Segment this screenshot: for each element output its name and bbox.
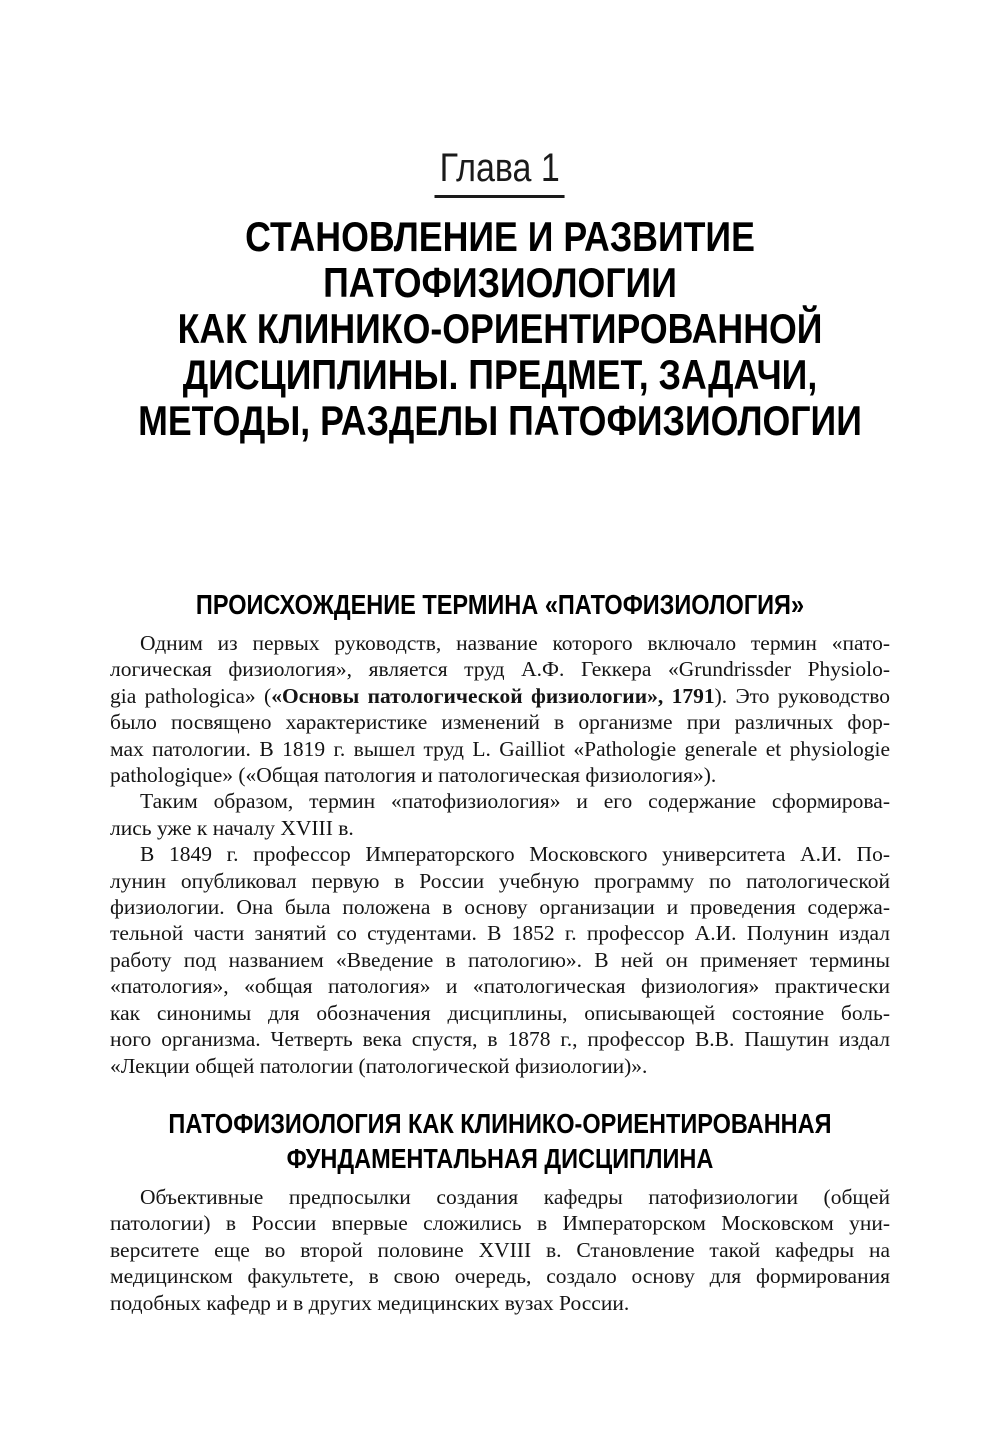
section2-text — [110, 1184, 890, 1316]
paragraph — [110, 841, 890, 1079]
chapter-label-row — [0, 0, 1000, 198]
text-line: «патология», «общая патология» и «патологическая физиология» практически — [110, 974, 890, 999]
text-segment: gia pathologica» ( — [110, 683, 272, 708]
text-segment: ). Это руководство — [714, 683, 890, 708]
text-line: физиологии. Она была положена в основу организации и проведения содержа- — [110, 895, 890, 920]
chapter-title-line: КАК КЛИНИКО-ОРИЕНТИРОВАННОЙ — [177, 305, 823, 352]
text-line: логическая физиология», является труд А.Ф. Геккера «Grundrissder Physiolo- — [110, 657, 890, 682]
chapter-title — [0, 214, 1000, 444]
chapter-title-line: СТАНОВЛЕНИЕ И РАЗВИТИЕ — [245, 213, 755, 260]
section-heading-clinical-discipline — [0, 1106, 1000, 1176]
chapter-title-line: МЕТОДЫ, РАЗДЕЛЫ ПАТОФИЗИОЛОГИИ — [138, 397, 862, 444]
paragraph — [110, 788, 890, 841]
section-heading-line: ПРОИСХОЖДЕНИЕ ТЕРМИНА «ПАТОФИЗИОЛОГИЯ» — [195, 589, 805, 620]
section1-text — [110, 630, 890, 1079]
section-heading-line: ПАТОФИЗИОЛОГИЯ КАК КЛИНИКО-ОРИЕНТИРОВАННАЯ — [168, 1107, 832, 1139]
paragraph — [110, 630, 890, 788]
text-line: «Лекции общей патологии (патологической физиологии)». — [110, 1053, 648, 1078]
section-heading-line: ФУНДАМЕНТАЛЬНАЯ ДИСЦИПЛИНА — [286, 1142, 714, 1174]
text-line: Таким образом, термин «патофизиология» и его содержание сформирова- — [140, 789, 890, 814]
text-line: ного организма. Четверть века спустя, в 1878 г., профессор В.В. Пашутин издал — [110, 1027, 890, 1052]
text-line: подобных кафедр и в других медицинских вузах России. — [110, 1290, 630, 1315]
text-line: pathologique» («Общая патология и патологическая физиология»). — [110, 763, 717, 788]
chapter-label: Глава 1 — [435, 148, 565, 198]
text-line: лись уже к началу XVIII в. — [110, 815, 354, 840]
text-line: тельной части занятий со студентами. В 1852 г. профессор А.И. Полунин издал — [110, 921, 890, 946]
chapter-title-line: ДИСЦИПЛИНЫ. ПРЕДМЕТ, ЗАДАЧИ, — [182, 351, 818, 398]
text-line: патологии) в России впервые сложились в Императорском Московском уни- — [110, 1211, 890, 1236]
text-line: работу под названием «Введение в патологию». В ней он применяет термины — [110, 947, 890, 972]
text-line: верситете еще во второй половине XVIII в. Становление такой кафедры на — [110, 1237, 890, 1262]
text-line — [110, 683, 890, 709]
bold-emphasis: «Основы патологической физиологии», 1791 — [271, 683, 715, 708]
text-line: лунин опубликовал первую в России учебную программу по патологической — [110, 868, 890, 893]
paragraph — [110, 1184, 890, 1316]
text-line: было посвящено характеристике изменений в организме при различных фор- — [110, 710, 890, 735]
text-line: мах патологии. В 1819 г. вышел труд L. Gailliot «Pathologie generale et physiologie — [110, 736, 890, 761]
text-line: Объективные предпосылки создания кафедры патофизиологии (общей — [140, 1184, 890, 1209]
text-line: В 1849 г. профессор Императорского Московского университета А.И. По- — [140, 842, 890, 867]
text-line: как синонимы для обозначения дисциплины, описывающей состояние боль- — [110, 1000, 890, 1025]
text-line: Одним из первых руководств, название которого включало термин «пато- — [140, 631, 890, 655]
section-heading-term-origin — [0, 587, 1000, 622]
text-line: медицинском факультете, в свою очередь, создало основу для формирования — [110, 1264, 890, 1289]
chapter-title-line: ПАТОФИЗИОЛОГИИ — [323, 259, 677, 306]
